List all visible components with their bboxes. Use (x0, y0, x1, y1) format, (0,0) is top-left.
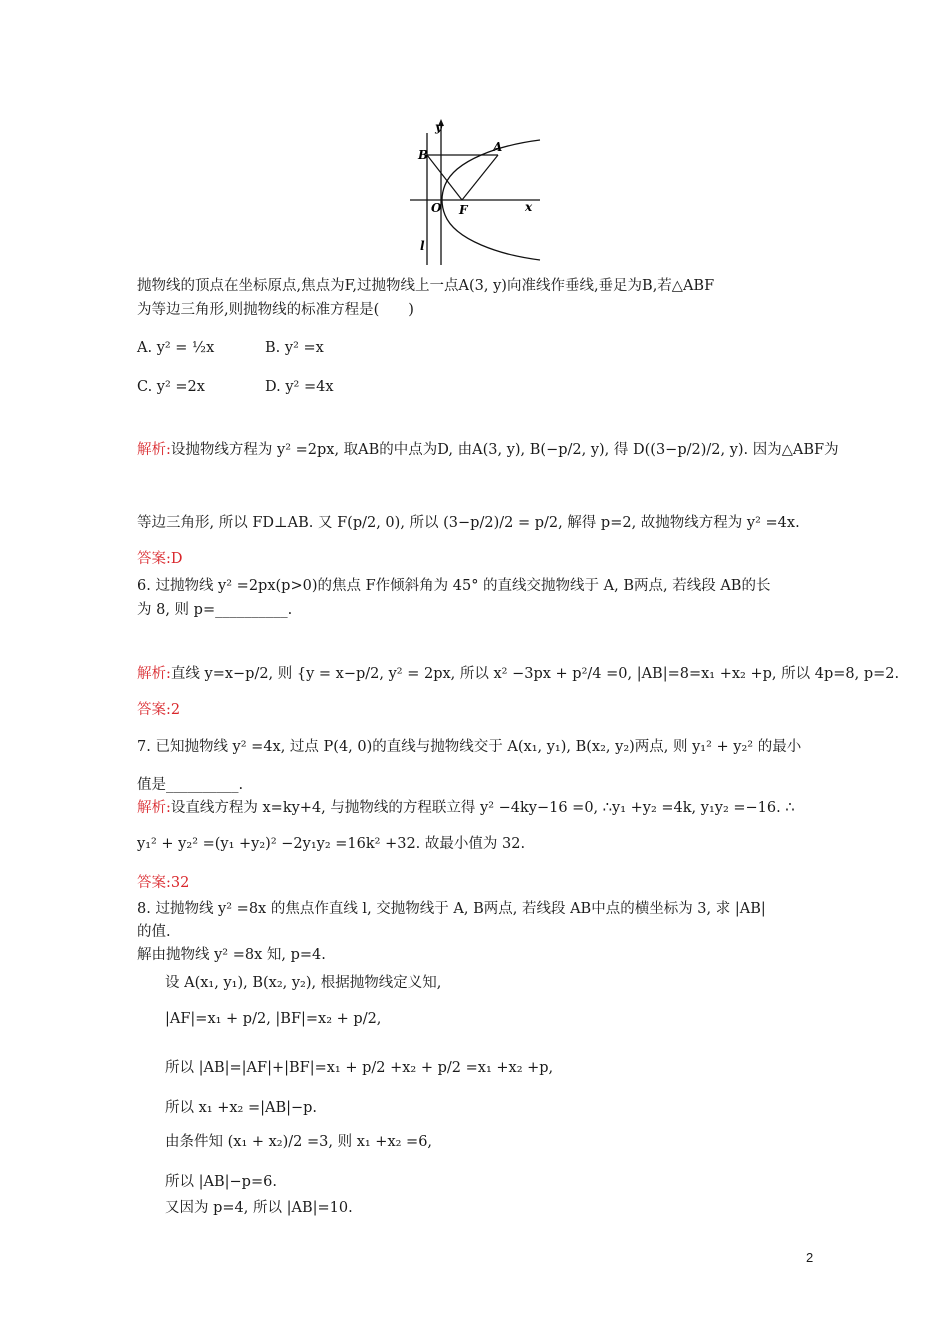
q7-answer: 答案:32 (137, 875, 190, 891)
q5-analysis-line1 (137, 440, 839, 460)
label-o: O (431, 201, 442, 215)
q6-stem-line1: 6. 过抛物线 y² =2px(p>0)的焦点 F作倾斜角为 45° 的直线交抛物线于 A, B两点, 若线段 AB的长 (137, 578, 771, 594)
q8-solution-line2: 设 A(x₁, y₁), B(x₂, y₂), 根据抛物线定义知, (165, 975, 442, 991)
q7-stem-line1: 7. 已知抛物线 y² =4x, 过点 P(4, 0)的直线与抛物线交于 A(x₁, y₁), B(x₂, y₂)两点, 则 y₁² + y₂² 的最小 (137, 739, 802, 755)
q5-analysis-text1: 设抛物线方程为 y² =2px, 取AB的中点为D, 由A(3, y), B(−p/2, y), 得 D((3−p/2)/2, y). 因为△ABF为 (170, 442, 839, 458)
label-a: A (493, 140, 503, 154)
label-x: x (525, 200, 533, 214)
q8-solution-line6: 由条件知 (x₁ + x₂)/2 =3, 则 x₁ +x₂ =6, (165, 1134, 433, 1150)
q6-stem-line2: 为 8, 则 p=__________. (137, 602, 293, 618)
q6-analysis-text1: 直线 y=x−p/2, 则 {y = x−p/2, y² = 2px, 所以 x² −3px + p²/4 =0, |AB|=8=x₁ +x₂ +p, 所以 4p=8, p=2. (170, 666, 900, 682)
q5-option-a: A. y² = ½x (137, 340, 215, 356)
q8-solution-line4: 所以 |AB|=|AF|+|BF|=x₁ + p/2 +x₂ + p/2 =x₁ +x₂ +p, (165, 1060, 554, 1076)
q5-stem-line1: 抛物线的顶点在坐标原点,焦点为F,过抛物线上一点A(3, y)向准线作垂线,垂足为B,若△ABF (137, 278, 715, 294)
label-f: F (459, 203, 468, 217)
q8-solution-line5: 所以 x₁ +x₂ =|AB|−p. (165, 1100, 318, 1116)
q6-answer: 答案:2 (137, 702, 181, 718)
q5-option-c: C. y² =2x (137, 379, 205, 395)
q8-stem-line2: 的值. (137, 924, 171, 940)
q6-analysis-line1 (137, 664, 899, 684)
q8-solution-line8: 又因为 p=4, 所以 |AB|=10. (165, 1200, 353, 1216)
analysis-label: 解析: (137, 442, 171, 458)
analysis-label: 解析: (137, 800, 171, 816)
parabola-figure (405, 115, 545, 270)
analysis-label: 解析: (137, 666, 171, 682)
q7-analysis-line2: y₁² + y₂² =(y₁ +y₂)² −2y₁y₂ =16k² +32. 故最小值为 32. (137, 836, 526, 852)
q8-solution-line3: |AF|=x₁ + p/2, |BF|=x₂ + p/2, (165, 1011, 382, 1027)
q8-stem-line1: 8. 过抛物线 y² =8x 的焦点作直线 l, 交抛物线于 A, B两点, 若线段 AB中点的横坐标为 3, 求 |AB| (137, 901, 766, 917)
q5-option-d: D. y² =4x (265, 379, 334, 395)
q5-analysis-line2: 等边三角形, 所以 FD⊥AB. 又 F(p/2, 0), 所以 (3−p/2)/2 = p/2, 解得 p=2, 故抛物线方程为 y² =4x. (137, 515, 800, 531)
q5-option-b: B. y² =x (265, 340, 324, 356)
q8-solution-line1: 解由抛物线 y² =8x 知, p=4. (137, 947, 326, 963)
label-y: y (435, 120, 442, 134)
page-number: 2 (806, 1250, 814, 1265)
q5-answer: 答案:D (137, 551, 183, 567)
q5-stem-line2: 为等边三角形,则抛物线的标准方程是( ) (137, 302, 414, 318)
label-l: l (420, 239, 425, 253)
q7-analysis-text1: 设直线方程为 x=ky+4, 与抛物线的方程联立得 y² −4ky−16 =0, ∴y₁ +y₂ =4k, y₁y₂ =−16. ∴ (170, 800, 795, 816)
q8-solution-line7: 所以 |AB|−p=6. (165, 1174, 277, 1190)
label-b: B (418, 148, 429, 162)
q7-analysis-line1 (137, 798, 795, 818)
q7-stem-line2: 值是__________. (137, 777, 244, 793)
